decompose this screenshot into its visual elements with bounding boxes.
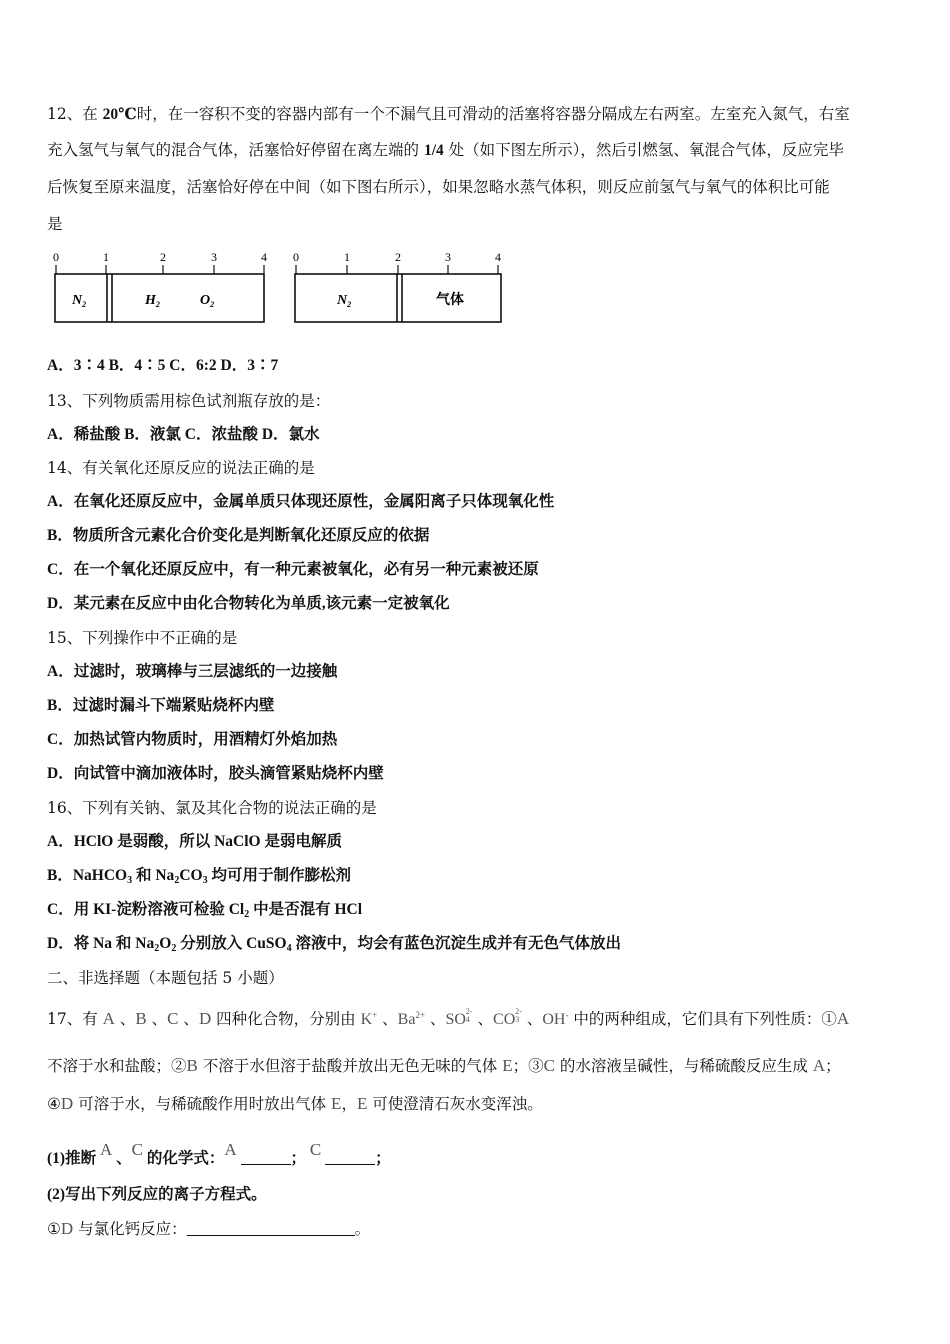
q12-line4: 是 (47, 215, 63, 233)
q12-temperature: 20℃ (102, 106, 137, 123)
q15-option-d: D．向试管中滴加液体时，胶头滴管紧贴烧杯内壁 (47, 765, 384, 782)
q12-fraction: 1/4 (423, 142, 444, 159)
left-tick-4: 4 (261, 250, 267, 264)
q12-options: A．3∶4 B．4∶5 C．6:2 D．3∶7 (47, 357, 279, 374)
h2-label: $H_2$ (145, 293, 160, 309)
section-2-heading: 二、非选择题（本题包括 5 小题） (47, 969, 284, 987)
right-container-diagram (293, 250, 501, 322)
right-tick-3: 3 (445, 250, 451, 264)
q14-option-b: B．物质所含元素化合价变化是判断氧化还原反应的依据 (47, 527, 430, 544)
q15-option-b: B．过滤时漏斗下端紧贴烧杯内壁 (47, 697, 275, 714)
o2-label: $O_2$ (200, 293, 215, 309)
right-gas-label: 气体 (436, 293, 464, 308)
right-tick-4: 4 (495, 250, 501, 264)
right-container (295, 274, 501, 322)
q15-stem: 15、下列操作中不正确的是 (47, 629, 238, 647)
right-tick-1: 1 (344, 250, 350, 264)
q14-option-d: D．某元素在反应中由化合物转化为单质,该元素一定被氧化 (47, 595, 450, 612)
answer-blank-c[interactable] (325, 1150, 375, 1165)
answer-blank-equation[interactable] (187, 1221, 355, 1236)
q16-option-a: A．HClO 是弱酸，所以 NaClO 是弱电解质 (47, 833, 342, 850)
q17-part2-1: ①D 与氯化钙反应： 。 (47, 1219, 371, 1238)
q12-line1: 12、在 20℃时，在一容积不变的容器内部有一个不漏气且可滑动的活塞将容器分隔成左右两室。左室充入氮气，右室 (47, 105, 850, 123)
q13-options: A．稀盐酸 B．液氯 C．浓盐酸 D．氯水 (47, 426, 320, 443)
left-container-diagram (53, 250, 267, 322)
q16-option-d: D．将 Na 和 $Na_2O_2$ 分别放入 CuSO$_4$ 溶液中，均会有蓝色沉淀生成并有无色气体放出 (47, 935, 621, 954)
left-n2-label: $N_2$ (72, 293, 87, 309)
q14-stem: 14、有关氧化还原反应的说法正确的是 (47, 459, 315, 477)
q16-stem: 16、下列有关钠、氯及其化合物的说法正确的是 (47, 799, 377, 817)
right-n2-label: $N_2$ (337, 293, 352, 309)
left-tick-3: 3 (211, 250, 217, 264)
q17-part1: (1)推断 A 、C 的化学式：A ； C ； (47, 1140, 391, 1167)
q17-line1: 17、有 A 、B 、C 、D 四种化合物，分别由 K+ 、$Ba^{2+}$ 、SO 2- 4 、CO 2- 3 、OH- 中的两种组成，它们具有下列性质：①A (47, 1007, 850, 1028)
q13-stem: 13、下列物质需用棕色试剂瓶存放的是： (47, 392, 331, 410)
right-tick-0: 0 (293, 250, 299, 264)
q12-line3: 后恢复至原来温度，活塞恰好停在中间（如下图右所示），如果忽略水蒸气体积，则反应前氢气与氧气的体积比可能 (47, 178, 830, 196)
q17-part2: (2)写出下列反应的离子方程式。 (47, 1186, 267, 1203)
answer-blank-a[interactable] (241, 1150, 291, 1165)
q16-option-b: B．NaHCO$_3$ 和 $Na_2CO_3$ 均可用于制作膨松剂 (47, 867, 351, 886)
left-tick-2: 2 (160, 250, 166, 264)
left-container (55, 274, 264, 322)
right-tick-2: 2 (395, 250, 401, 264)
q12-line2: 充入氢气与氧气的混合气体，活塞恰好停留在离左端的 1/4 处（如下图左所示），然后引燃氢、氧混合气体，反应完毕 (47, 141, 844, 159)
q15-option-c: C．加热试管内物质时，用酒精灯外焰加热 (47, 731, 338, 748)
left-tick-0: 0 (53, 250, 59, 264)
q17-line3: ④D 可溶于水，与稀硫酸作用时放出气体 E，E 可使澄清石灰水变浑浊。 (47, 1094, 543, 1113)
left-tick-1: 1 (103, 250, 109, 264)
q14-option-a: A．在氧化还原反应中，金属单质只体现还原性，金属阳离子只体现氧化性 (47, 493, 555, 510)
q15-option-a: A．过滤时，玻璃棒与三层滤纸的一边接触 (47, 663, 338, 680)
q16-option-c: C．用 KI-淀粉溶液可检验 $Cl_2$ 中是否混有 HCl (47, 901, 363, 920)
q12-piston-figure (45, 248, 515, 334)
q17-line2: 不溶于水和盐酸；②B 不溶于水但溶于盐酸并放出无色无味的气体 E；③C 的水溶液呈碱性，与稀硫酸反应生成 A； (47, 1056, 841, 1075)
q14-option-c: C．在一个氧化还原反应中，有一种元素被氧化，必有另一种元素被还原 (47, 561, 539, 578)
